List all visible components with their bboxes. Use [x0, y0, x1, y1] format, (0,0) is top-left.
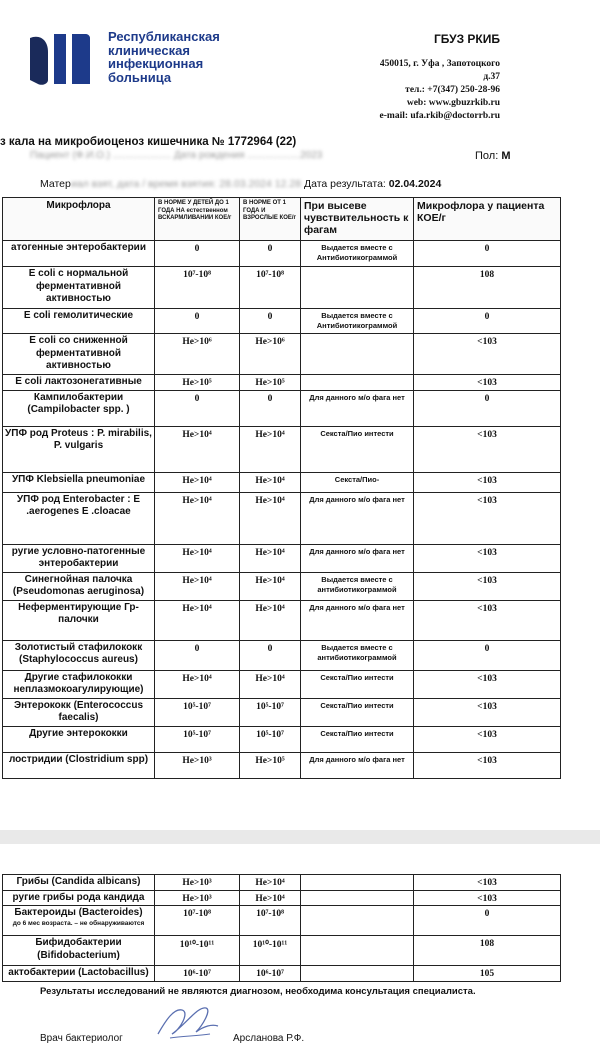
page-gap — [0, 830, 600, 844]
norm-adults-value-text: Не>10⁴ — [255, 429, 285, 440]
phage-sensitivity-text: Для данного м/о фага нет — [309, 602, 405, 612]
norm-adults-value — [240, 670, 301, 698]
analysis-title: з кала на микробиоценоз кишечника № 1772964 (22) — [0, 136, 297, 148]
phage-sensitivity — [301, 426, 414, 472]
hospital-logo-icon — [26, 30, 94, 86]
phage-sensitivity — [301, 241, 414, 267]
patient-value-text: 0 — [484, 244, 490, 254]
norm-children-value — [155, 890, 240, 906]
norm-adults-value-text: Не>10⁴ — [255, 673, 285, 684]
patient-value — [414, 600, 561, 640]
norm-adults-value-text: Не>10⁶ — [255, 337, 285, 347]
microflora-name — [3, 544, 155, 572]
phage-sensitivity — [301, 726, 414, 752]
norm-children-value — [155, 390, 240, 426]
patient-value — [414, 390, 561, 426]
col-norm-adults: В НОРМЕ ОТ 1 ГОДА И ВЗРОСЛЫЕ КОЕ/г — [240, 198, 301, 241]
microflora-name-text: лостридии (Clostridium spp) — [8, 753, 149, 765]
patient-value — [414, 698, 561, 726]
norm-adults-value-text: Не>10⁴ — [255, 575, 285, 586]
norm-children-value-text: Не>10³ — [182, 878, 212, 888]
microflora-name-text: ругие грибы рода кандида — [12, 891, 145, 903]
phage-sensitivity — [301, 492, 414, 544]
patient-value — [414, 472, 561, 492]
table-row — [3, 572, 561, 600]
norm-children-value — [155, 572, 240, 600]
microflora-name-text: Грибы (Candida albicans) — [16, 876, 141, 887]
microflora-name — [3, 426, 155, 472]
patient-value — [414, 966, 561, 982]
microflora-name — [3, 572, 155, 600]
norm-children-value — [155, 752, 240, 778]
norm-adults-value-text: Не>10⁴ — [255, 603, 285, 614]
phage-sensitivity-text: Выдается вместе с антибиотикограммой — [317, 574, 397, 594]
microflora-name-text: Другие энтерококки — [29, 727, 128, 739]
phage-sensitivity — [301, 572, 414, 600]
phage-sensitivity — [301, 906, 414, 936]
microflora-name-text: Синегнойная палочка (Pseudomonas aeruginosa) — [12, 573, 145, 597]
norm-children-value-text: 10⁶-10⁷ — [183, 969, 211, 979]
patient-value-text: <103 — [477, 755, 497, 766]
patient-value — [414, 875, 561, 891]
microflora-name-text: Энтерококк (Enterococcus faecalis) — [13, 699, 144, 723]
phage-sensitivity-text: Секста/Пио интести — [320, 728, 394, 738]
norm-children-value-text: 10⁷-10⁸ — [183, 270, 211, 280]
norm-children-value-text: Не>10⁴ — [182, 673, 212, 684]
norm-adults-value — [240, 875, 301, 891]
norm-children-value — [155, 640, 240, 670]
patient-value — [414, 640, 561, 670]
patient-value — [414, 426, 561, 472]
norm-adults-value-text: Не>10⁴ — [255, 547, 285, 558]
patient-line: Пациент (Ф.И.О.) ..................... Дата рождения ...................2023 — [30, 150, 323, 161]
phage-sensitivity-text: Выдается вместе с Антибиотикограммой — [316, 311, 398, 330]
microflora-name-text: Неферментирующие Гр- палочки — [18, 601, 139, 625]
norm-adults-value — [240, 752, 301, 778]
norm-adults-value — [240, 906, 301, 936]
table-row — [3, 890, 561, 906]
table-body — [3, 875, 561, 982]
norm-children-value — [155, 374, 240, 390]
patient-value-text: <103 — [477, 377, 497, 388]
table-row — [3, 390, 561, 426]
patient-value — [414, 890, 561, 906]
table-row — [3, 752, 561, 778]
norm-adults-value-text: 0 — [267, 244, 273, 254]
microflora-name — [3, 640, 155, 670]
microflora-name-text: ругие условно-патогенные энтеробактерии — [11, 545, 146, 569]
patient-value-text: <103 — [477, 878, 497, 888]
table-row — [3, 492, 561, 544]
microflora-name — [3, 936, 155, 966]
norm-children-value-text: Не>10⁶ — [182, 337, 212, 347]
microflora-name — [3, 600, 155, 640]
norm-adults-value-text: 10⁷-10⁸ — [256, 909, 284, 919]
table-row — [3, 640, 561, 670]
norm-children-value-text: Не>10⁴ — [182, 475, 212, 486]
microflora-name — [3, 267, 155, 309]
phage-sensitivity-text: Секста/Пио- — [334, 474, 380, 484]
col-norm-children: В НОРМЕ У ДЕТЕЙ ДО 1 ГОДА НА естественном ВСКАРМЛИВАНИИ КОЕ/г — [155, 198, 240, 241]
norm-children-value-text: Не>10⁴ — [182, 547, 212, 558]
table-row — [3, 906, 561, 936]
microflora-subnote: до 6 мес возраста. – не обнаруживаются — [12, 919, 145, 927]
norm-children-value-text: Не>10⁴ — [182, 495, 212, 506]
norm-children-value — [155, 726, 240, 752]
table-row — [3, 267, 561, 309]
norm-children-value — [155, 492, 240, 544]
norm-adults-value-text: Не>10⁴ — [255, 495, 285, 506]
norm-adults-value — [240, 572, 301, 600]
norm-children-value-text: 0 — [194, 393, 200, 404]
signature-icon — [152, 1000, 222, 1042]
norm-children-value — [155, 670, 240, 698]
microflora-name-text: Другие стафилококки неплазмокоагулирующие) — [13, 671, 144, 695]
phage-sensitivity-text: Секста/Пио интести — [320, 700, 394, 710]
phage-sensitivity-text: Для данного м/о фага нет — [309, 392, 405, 402]
norm-adults-value-text: Не>10⁴ — [255, 878, 285, 888]
microflora-table-continued — [2, 874, 561, 982]
norm-adults-value — [240, 241, 301, 267]
logo-line: больница — [108, 69, 172, 85]
norm-children-value — [155, 334, 240, 375]
result-date: 02.04.2024 — [388, 178, 442, 190]
table-row — [3, 334, 561, 375]
microflora-name-text: УПФ род Proteus : P. mirabilis, P. vulgaris — [5, 427, 152, 451]
table-row — [3, 600, 561, 640]
microflora-name-text: Бифидобактерии (Bifidobacterium) — [35, 937, 122, 961]
table-row — [3, 698, 561, 726]
patient-value — [414, 752, 561, 778]
norm-adults-value-text: 0 — [267, 312, 273, 322]
norm-children-value — [155, 698, 240, 726]
patient-value-text: <103 — [477, 673, 497, 684]
material-blurred: иал взят, дата / время взятия: — [70, 178, 217, 190]
patient-value-text: 0 — [484, 393, 490, 404]
phage-sensitivity — [301, 936, 414, 966]
norm-adults-value — [240, 640, 301, 670]
norm-children-value-text: Не>10³ — [182, 755, 212, 766]
patient-value-text: 108 — [479, 939, 495, 949]
norm-adults-value — [240, 334, 301, 375]
table-row — [3, 472, 561, 492]
phage-sensitivity — [301, 752, 414, 778]
norm-adults-value — [240, 698, 301, 726]
patient-value-text: 0 — [484, 643, 490, 654]
microflora-name-text: E coli со сниженной ферментативной активностью — [29, 335, 128, 371]
norm-children-value-text: 10⁷-10⁸ — [183, 909, 211, 919]
microflora-name — [3, 472, 155, 492]
phage-sensitivity — [301, 875, 414, 891]
norm-adults-value — [240, 890, 301, 906]
norm-children-value-text: 10¹⁰-10¹¹ — [179, 940, 215, 950]
patient-value — [414, 544, 561, 572]
norm-adults-value — [240, 492, 301, 544]
material-date: 28.03.2024 12.28 — [219, 178, 302, 190]
norm-children-value — [155, 241, 240, 267]
norm-adults-value — [240, 267, 301, 309]
microflora-name — [3, 334, 155, 375]
material-label: Матер — [40, 178, 71, 190]
disclaimer: Результаты исследований не являются диагнозом, необходима консультация специалиста. — [40, 986, 476, 997]
table-row — [3, 544, 561, 572]
microflora-table — [2, 197, 561, 779]
patient-value — [414, 309, 561, 334]
patient-value-text: <103 — [477, 603, 497, 614]
logo-line: Республиканская — [108, 29, 220, 44]
norm-adults-value — [240, 426, 301, 472]
microflora-name — [3, 752, 155, 778]
norm-children-value-text: 0 — [194, 312, 200, 322]
microflora-name — [3, 374, 155, 390]
norm-adults-value-text: 10⁷-10⁸ — [256, 270, 284, 280]
microflora-name-text: УПФ род Enterobacter : E .aerogenes E .cloacae — [16, 493, 141, 517]
patient-value-text: 108 — [479, 270, 495, 280]
phage-sensitivity — [301, 309, 414, 334]
microflora-name — [3, 390, 155, 426]
logo-line: клиническая — [108, 42, 190, 58]
norm-adults-value — [240, 472, 301, 492]
norm-children-value-text: Не>10³ — [182, 893, 212, 904]
norm-children-value — [155, 309, 240, 334]
microflora-name-text: Золотистый стафилококк (Staphylococcus aureus) — [14, 641, 143, 665]
microflora-name — [3, 492, 155, 544]
norm-adults-value-text: 0 — [267, 393, 273, 404]
microflora-name-text: атогенные энтеробактерии — [11, 242, 146, 253]
norm-children-value — [155, 875, 240, 891]
table-row — [3, 309, 561, 334]
sex-value: М — [501, 150, 511, 162]
microflora-name — [3, 890, 155, 906]
norm-children-value — [155, 600, 240, 640]
table-row — [3, 241, 561, 267]
norm-adults-value — [240, 390, 301, 426]
table-row — [3, 426, 561, 472]
patient-value-text: 0 — [484, 909, 490, 919]
microflora-name — [3, 309, 155, 334]
col-microflora: Микрофлора — [3, 198, 155, 241]
table-row — [3, 670, 561, 698]
logo-text — [108, 30, 278, 84]
microflora-name — [3, 906, 155, 936]
phage-sensitivity — [301, 374, 414, 390]
microflora-name — [3, 966, 155, 982]
web: web: www.gbuzrkib.ru — [406, 98, 500, 108]
patient-value-text: <103 — [477, 429, 497, 440]
norm-adults-value — [240, 936, 301, 966]
norm-adults-value-text: 0 — [267, 643, 273, 654]
microflora-name-text: УПФ Klebsiella pneumoniae — [11, 473, 146, 485]
table-row — [3, 966, 561, 982]
patient-value — [414, 267, 561, 309]
patient-value-text: <103 — [477, 475, 497, 486]
norm-children-value — [155, 472, 240, 492]
microflora-name-text: Кампилобактерии (Campilobacter spp. ) — [27, 391, 130, 415]
phage-sensitivity — [301, 600, 414, 640]
norm-children-value — [155, 426, 240, 472]
phage-sensitivity — [301, 966, 414, 982]
norm-adults-value-text: Не>10⁵ — [255, 377, 285, 388]
col-phage: При высеве чувствительность к фагам — [301, 198, 414, 241]
microflora-name-text: E coli лактозонегативные — [15, 375, 142, 387]
norm-adults-value-text: 10⁵-10⁷ — [256, 701, 284, 712]
patient-value-text: <103 — [477, 893, 497, 904]
norm-adults-value — [240, 544, 301, 572]
table-row — [3, 936, 561, 966]
norm-adults-value — [240, 309, 301, 334]
microflora-name — [3, 875, 155, 891]
patient-value — [414, 906, 561, 936]
phage-sensitivity — [301, 640, 414, 670]
patient-value — [414, 334, 561, 375]
norm-children-value-text: 0 — [194, 643, 200, 654]
phage-sensitivity-text: Секста/Пио интести — [320, 428, 394, 438]
norm-adults-value-text: Не>10⁵ — [255, 755, 285, 766]
norm-children-value — [155, 966, 240, 982]
norm-children-value-text: Не>10⁴ — [182, 603, 212, 614]
patient-value — [414, 572, 561, 600]
norm-adults-value-text: 10⁵-10⁷ — [256, 729, 284, 740]
phage-sensitivity — [301, 670, 414, 698]
norm-children-value-text: 10⁵-10⁷ — [183, 701, 211, 712]
norm-children-value — [155, 906, 240, 936]
phage-sensitivity — [301, 390, 414, 426]
phage-sensitivity — [301, 267, 414, 309]
patient-value — [414, 241, 561, 267]
sex-label: Пол: — [475, 150, 499, 162]
patient-value — [414, 670, 561, 698]
sex-field — [475, 150, 511, 162]
patient-value-text: <103 — [477, 729, 497, 740]
patient-value — [414, 492, 561, 544]
microflora-name — [3, 726, 155, 752]
norm-adults-value-text: 10⁶-10⁷ — [256, 969, 284, 979]
norm-children-value — [155, 936, 240, 966]
microflora-name-text: актобактерии (Lactobacillus) — [8, 967, 149, 978]
table-row — [3, 875, 561, 891]
norm-adults-value-text: 10¹⁰-10¹¹ — [252, 940, 288, 950]
norm-adults-value-text: Не>10⁴ — [255, 893, 285, 904]
norm-children-value-text: 0 — [194, 244, 200, 254]
logo-line: инфекционная — [108, 56, 204, 71]
patient-value — [414, 936, 561, 966]
phage-sensitivity — [301, 890, 414, 906]
phage-sensitivity-text: Секста/Пио интести — [320, 672, 394, 682]
phage-sensitivity-text: Для данного м/о фага нет — [309, 494, 405, 504]
phage-sensitivity — [301, 698, 414, 726]
patient-value-text: <103 — [477, 701, 497, 712]
address-line: д.37 — [483, 72, 500, 82]
patient-value-text: <103 — [477, 337, 497, 347]
phage-sensitivity-text: Для данного м/о фага нет — [309, 546, 405, 556]
phage-sensitivity — [301, 544, 414, 572]
phage-sensitivity-text: Выдается вместе с Антибиотикограммой — [316, 243, 398, 262]
doctor-name: Арсланова Р.Ф. — [233, 1033, 305, 1044]
col-patient: Микрофлора у пациента КОЕ/г — [414, 198, 561, 241]
patient-value-text: 0 — [484, 312, 490, 322]
norm-adults-value — [240, 600, 301, 640]
phage-sensitivity — [301, 334, 414, 375]
norm-children-value-text: Не>10⁴ — [182, 575, 212, 586]
norm-adults-value — [240, 966, 301, 982]
norm-children-value-text: 10⁵-10⁷ — [183, 729, 211, 740]
norm-adults-value — [240, 726, 301, 752]
patient-value-text: <103 — [477, 495, 497, 506]
norm-children-value — [155, 544, 240, 572]
patient-value-text: <103 — [477, 575, 497, 586]
norm-adults-value — [240, 374, 301, 390]
norm-children-value — [155, 267, 240, 309]
table-row — [3, 726, 561, 752]
address-line: 450015, г. Уфа , Запотоцкого — [379, 59, 500, 69]
doctor-role: Врач бактериолог — [40, 1033, 123, 1044]
patient-value-text: <103 — [477, 547, 497, 558]
hospital-short-name: ГБУЗ РКИБ — [433, 32, 500, 46]
hospital-address — [260, 58, 500, 123]
norm-children-value-text: Не>10⁴ — [182, 429, 212, 440]
microflora-name — [3, 670, 155, 698]
microflora-name — [3, 241, 155, 267]
norm-children-value-text: Не>10⁵ — [182, 377, 212, 388]
microflora-name-text: E coli гемолитические — [23, 310, 134, 321]
phage-sensitivity — [301, 472, 414, 492]
microflora-name-text: Бактероиды (Bacteroides) — [14, 907, 143, 918]
table-row — [3, 374, 561, 390]
patient-value — [414, 374, 561, 390]
patient-value-text: 105 — [479, 969, 495, 979]
material-line — [40, 178, 560, 190]
phage-sensitivity-text: Для данного м/о фага нет — [309, 754, 405, 764]
table-body — [3, 241, 561, 779]
email: e-mail: ufa.rkib@doctorrb.ru — [379, 111, 500, 121]
patient-value — [414, 726, 561, 752]
result-label: Дата результата: — [303, 178, 386, 190]
phone: тел.: +7(347) 250-28-96 — [405, 85, 500, 95]
microflora-name-text: E coli с нормальной ферментативной активностью — [28, 268, 129, 304]
phage-sensitivity-text: Выдается вместе с антибиотикограммой — [317, 642, 397, 662]
microflora-name — [3, 698, 155, 726]
norm-adults-value-text: Не>10⁴ — [255, 475, 285, 486]
